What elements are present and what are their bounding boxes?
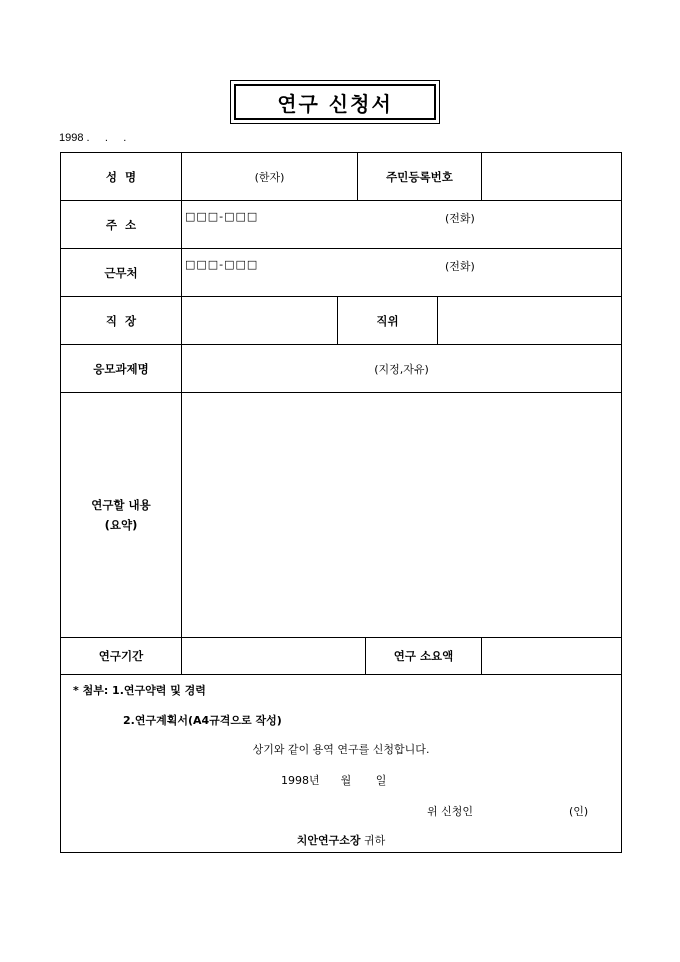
row-workplace — [61, 297, 621, 345]
topic-field[interactable] — [181, 345, 621, 392]
work-zip: □□□-□□□ — [185, 258, 259, 271]
application-form — [60, 152, 622, 853]
name-label: 성 명 — [105, 169, 137, 184]
period-field[interactable] — [181, 638, 365, 674]
honorific: 귀하 — [364, 834, 386, 847]
row-work — [61, 249, 621, 297]
row-content — [61, 393, 621, 638]
row-topic — [61, 345, 621, 393]
content-field[interactable] — [181, 393, 621, 637]
topic-hint: (지정,자유) — [374, 362, 429, 376]
workplace-label: 직 장 — [105, 313, 137, 328]
position-label: 직위 — [337, 297, 437, 344]
attachment-2: 2.연구계획서(A4규격으로 작성) — [123, 714, 282, 727]
cost-field[interactable] — [481, 638, 621, 674]
footer-date: 1998년 월 일 — [281, 774, 387, 787]
address-phone: (전화) — [445, 212, 475, 225]
attachment-1: * 첨부: 1.연구약력 및 경력 — [73, 684, 206, 697]
address-label: 주 소 — [105, 217, 137, 232]
workplace-field[interactable] — [181, 297, 337, 344]
cost-label: 연구 소요액 — [365, 638, 481, 674]
row-name — [61, 153, 621, 201]
seal-mark: (인) — [569, 805, 589, 818]
date-line: 1998 . . . — [59, 132, 127, 144]
position-field[interactable] — [437, 297, 621, 344]
period-label: 연구기간 — [98, 649, 144, 663]
row-period — [61, 638, 621, 675]
row-address — [61, 201, 621, 249]
address-zip: □□□-□□□ — [185, 210, 259, 223]
topic-label: 응모과제명 — [93, 361, 149, 376]
work-field[interactable] — [181, 249, 621, 296]
content-label — [61, 393, 181, 637]
statement: 상기와 같이 용역 연구를 신청합니다. — [252, 743, 430, 756]
content-label-line2: (요약) — [104, 518, 138, 532]
id-number-field[interactable] — [481, 153, 621, 200]
hanja-hint: (한자) — [254, 170, 285, 184]
work-phone: (전화) — [445, 260, 475, 273]
address-field[interactable] — [181, 201, 621, 248]
recipient-line — [61, 832, 621, 848]
content-label-line1: 연구할 내용 — [91, 498, 151, 512]
page-title: 연구 신청서 — [234, 84, 436, 120]
work-label: 근무처 — [104, 265, 138, 280]
recipient: 치안연구소장 — [296, 834, 361, 847]
id-number-label: 주민등록번호 — [357, 153, 481, 200]
title-box — [230, 80, 440, 124]
applicant: 위 신청인 — [427, 805, 474, 818]
name-field[interactable] — [181, 153, 357, 200]
